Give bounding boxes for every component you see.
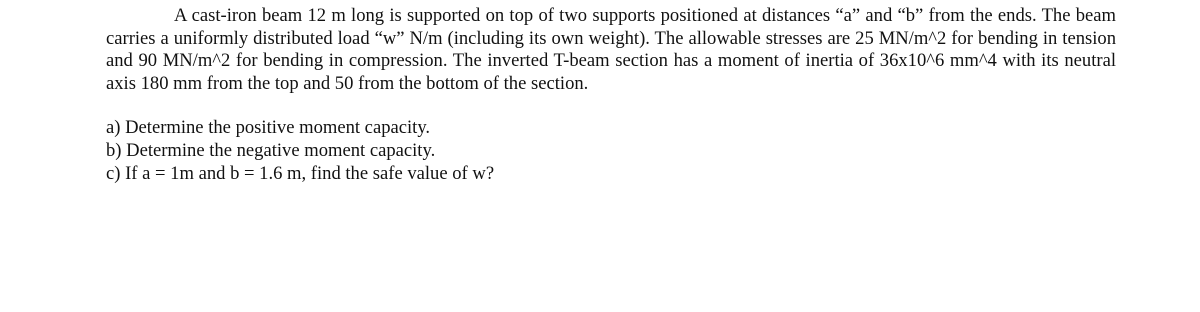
question-b: b) Determine the negative moment capacity. (106, 139, 436, 161)
question-c: c) If a = 1m and b = 1.6 m, find the safe value of w? (106, 162, 495, 184)
problem-document (106, 5, 1116, 185)
question-list (106, 117, 1116, 185)
problem-statement: A cast-iron beam 12 m long is supported on top of two supports positioned at distances “a” and “b” from the ends. The beam carries a uniformly distributed load “w” N/m (including its own weight). The allowable stresses are 25 MN/m^2 for bending in tension and 90 MN/m^2 for bending in compression. The inverted T-beam section has a moment of inertia of 36x10^6 mm^4 with its neutral axis 180 mm from the top and 50 from the bottom of the section. (106, 5, 1116, 94)
question-a: a) Determine the positive moment capacity. (106, 117, 431, 139)
